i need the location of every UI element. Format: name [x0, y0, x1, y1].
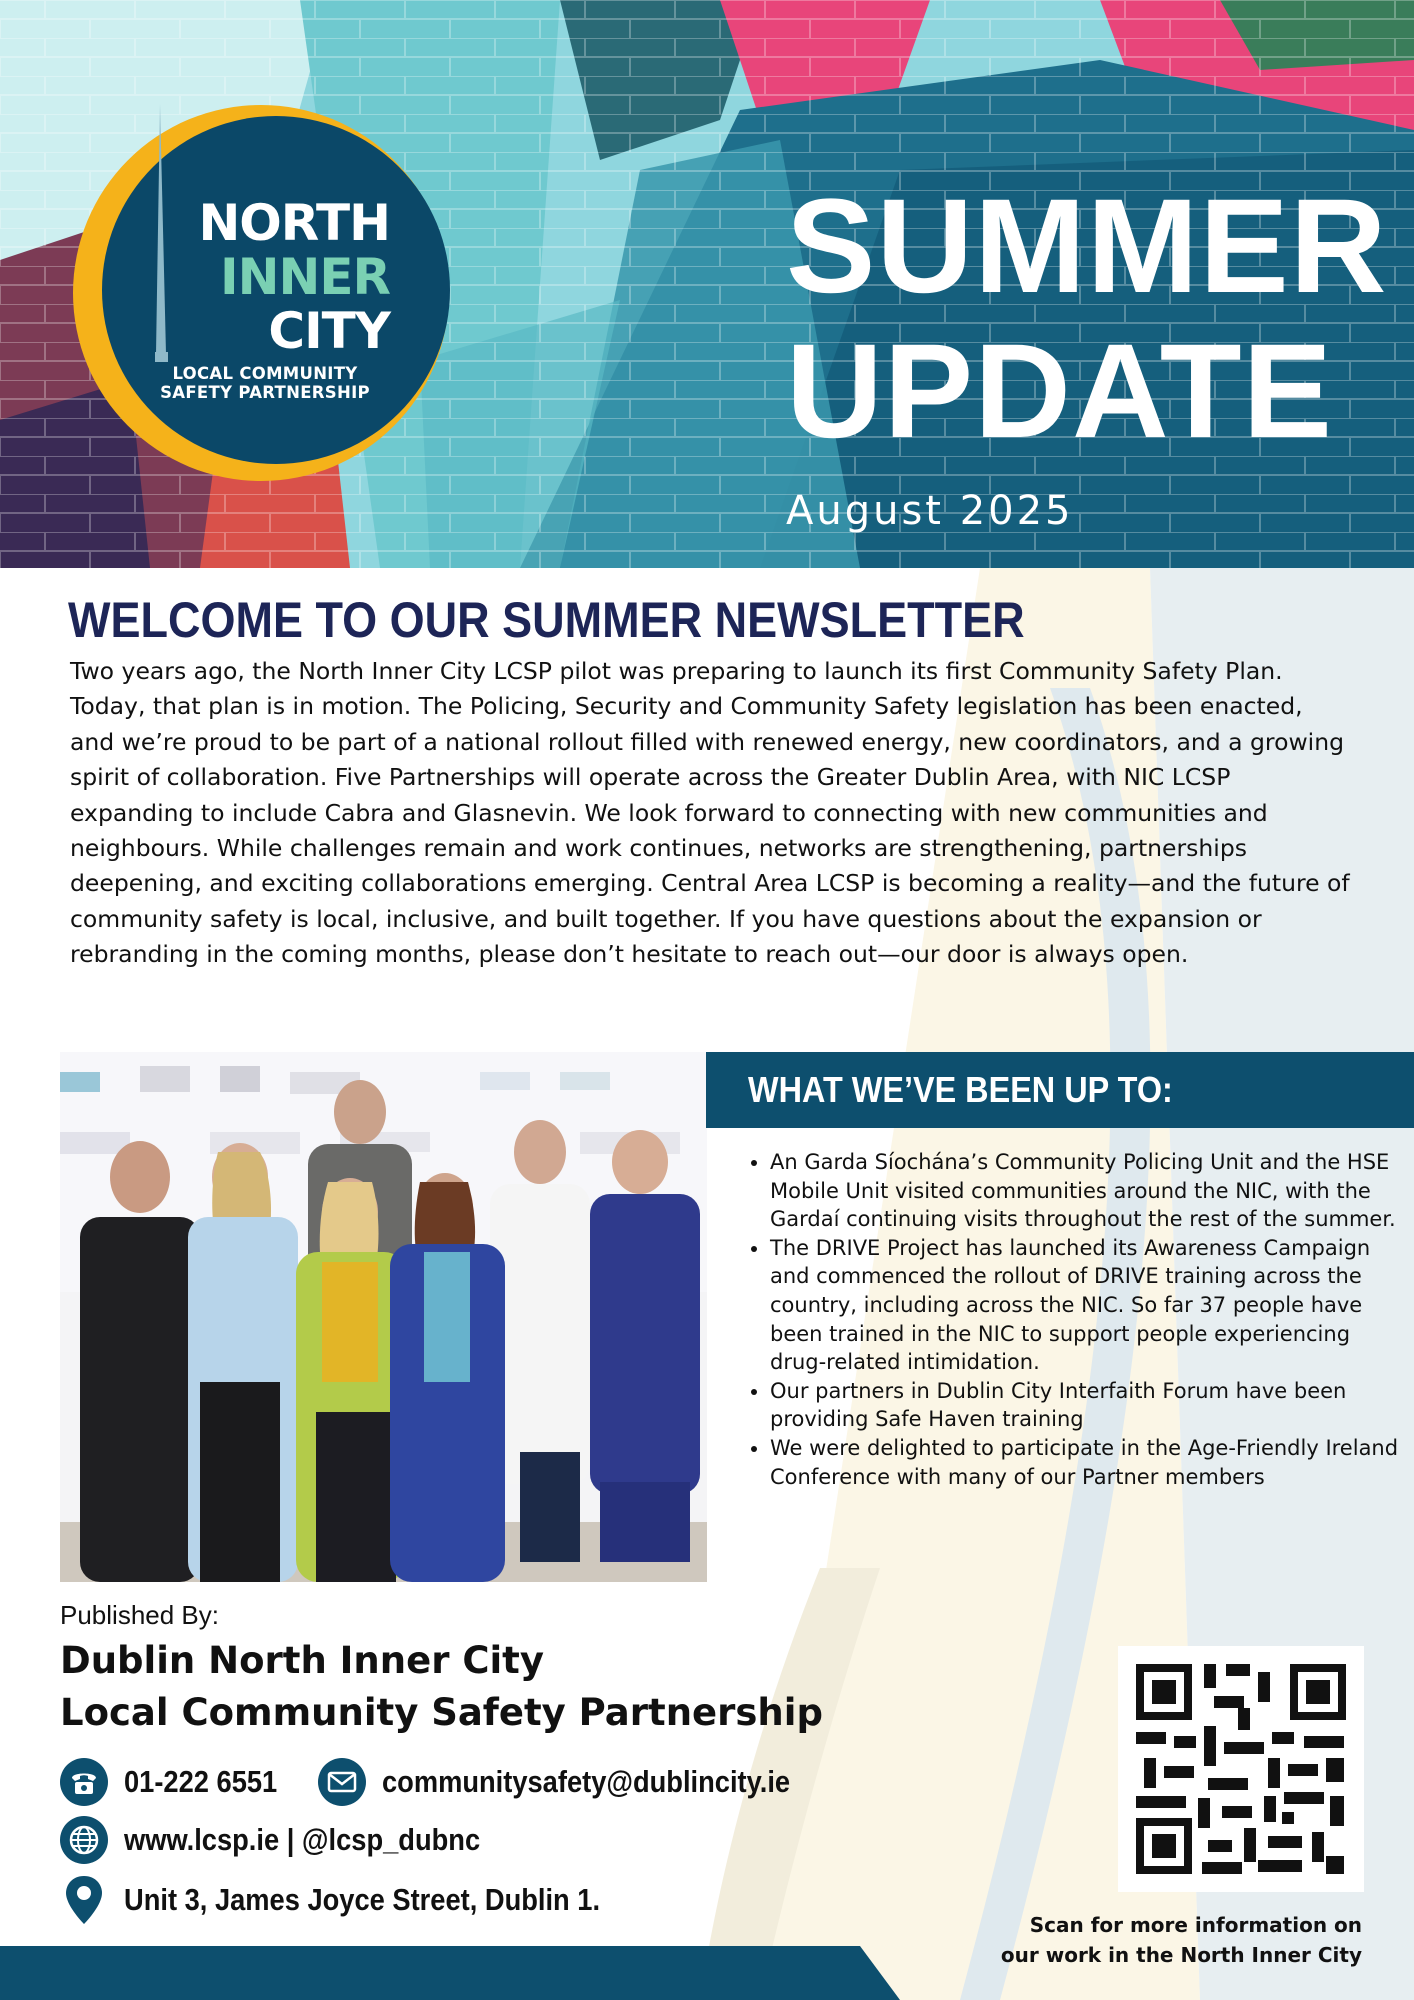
qr-code-container: [1118, 1646, 1364, 1892]
published-by-label: Published By:: [60, 1600, 219, 1630]
group-photo: [60, 1052, 707, 1582]
welcome-heading: WELCOME TO OUR SUMMER NEWSLETTER: [68, 592, 1025, 648]
logo-line-inner: INNER: [220, 248, 390, 306]
hero-banner: [0, 0, 1414, 568]
logo-subtitle: [140, 364, 390, 402]
qr-caption-line2: our work in the North Inner City: [1000, 1943, 1362, 1967]
logo-line-north: NORTH: [198, 194, 390, 252]
logo-line-city: CITY: [268, 302, 390, 360]
email-icon: [318, 1758, 366, 1806]
activity-item: • An Garda Síochána’s Community Policing Unit and the HSE Mobile Unit visited communities around the NIC, with the Gardaí continuing visits throughout the rest of the summer.: [770, 1148, 1402, 1234]
title-summer: SUMMER: [786, 172, 1388, 321]
activity-item: • The DRIVE Project has launched its Awareness Campaign and commenced the rollout of DRIVE training across the country, including across the NIC. So far 37 people have been trained in the NIC to support people experiencing drug-related intimidation.: [770, 1234, 1402, 1377]
welcome-body: Two years ago, the North Inner City LCSP pilot was preparing to launch its first Community Safety Plan. Today, that plan is in motion. The Policing, Security and Community Safety legislation has been enacted, and we’re proud to be part of a national rollout filled with renewed energy, new coordinators, and a growing spirit of collaboration. Five Partnerships will operate across the Greater Dublin Area, with NIC LCSP expanding to include Cabra and Glasnevin. We look forward to connecting with new communities and neighbours. While challenges remain and work continues, networks are strengthening, partnerships deepening, and exciting collaborations emerging. Central Area LCSP is becoming a reality—and the future of community safety is local, inclusive, and built together. If you have questions about the expansion or rebranding in the coming months, please don’t hesitate to reach out—our door is always open.: [70, 657, 1350, 969]
globe-icon: [60, 1816, 108, 1864]
email-address[interactable]: communitysafety@dublincity.ie: [382, 1764, 791, 1799]
location-pin-icon: [62, 1874, 106, 1926]
postal-address: Unit 3, James Joyce Street, Dublin 1.: [124, 1882, 601, 1917]
activity-item: • Our partners in Dublin City Interfaith Forum have been providing Safe Haven training: [770, 1377, 1402, 1434]
qr-code[interactable]: [1118, 1646, 1364, 1892]
issue-date: August 2025: [786, 488, 1074, 534]
logo-sub-line2: SAFETY PARTNERSHIP: [160, 383, 370, 402]
footer-bar: [0, 1946, 1414, 2000]
website-and-social[interactable]: www.lcsp.ie | @lcsp_dubnc: [124, 1822, 481, 1857]
publisher-name-line2: Local Community Safety Partnership: [60, 1691, 823, 1734]
logo-wordmark: [150, 196, 390, 358]
phone-icon: [60, 1758, 108, 1806]
phone-number[interactable]: 01-222 6551: [124, 1764, 278, 1799]
publisher-name-line1: Dublin North Inner City: [60, 1639, 544, 1682]
activities-heading: WHAT WE’VE BEEN UP TO:: [748, 1069, 1173, 1110]
qr-caption-line1: Scan for more information on: [1029, 1913, 1362, 1937]
activity-item: • We were delighted to participate in the Age-Friendly Ireland Conference with many of our Partner members: [770, 1434, 1402, 1491]
logo-sub-line1: LOCAL COMMUNITY: [172, 364, 358, 383]
activities-list: [738, 1148, 1402, 1491]
title-update: UPDATE: [786, 317, 1333, 466]
